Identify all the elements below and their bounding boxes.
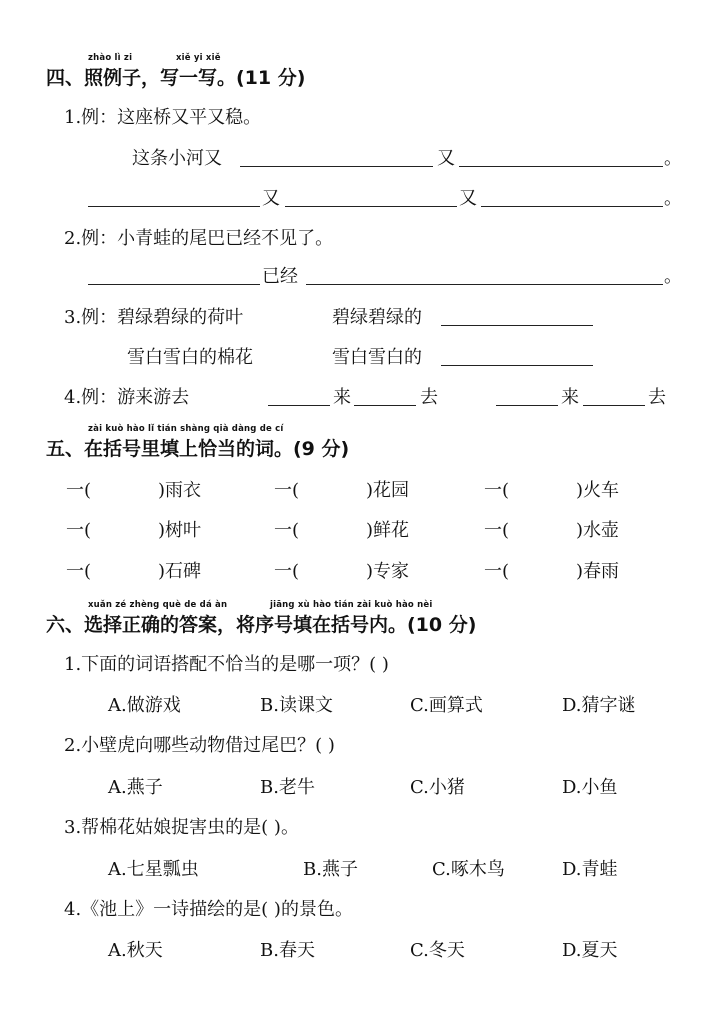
question-2: 2.小壁虎向哪些动物借过尾巴？( ) <box>64 735 335 756</box>
q1-blank-4[interactable] <box>285 206 457 207</box>
question-1-option-D[interactable]: D.猜字谜 <box>562 695 636 716</box>
q1-you-1: 又 <box>437 148 455 169</box>
q2-period: 。 <box>664 266 682 287</box>
q4-example: 4.例：游来游去 <box>64 387 190 408</box>
measure-word-prefix: 一( <box>484 520 510 541</box>
section5-title: 五、在括号里填上恰当的词。(9 分) <box>46 438 350 460</box>
q1-period-1: 。 <box>664 148 682 169</box>
q4-lai-2: 来 <box>561 387 579 408</box>
measure-word-prefix: 一( <box>484 561 510 582</box>
measure-word-noun: )鲜花 <box>366 520 410 541</box>
question-2-option-D[interactable]: D.小鱼 <box>562 777 618 798</box>
measure-word-prefix: 一( <box>66 480 92 501</box>
question-3-option-D[interactable]: D.青蛙 <box>562 859 618 880</box>
section6-pinyin-a: xuǎn zé zhèng què de dá àn <box>88 600 228 610</box>
q1-example: 1.例：这座桥又平又稳。 <box>64 107 262 128</box>
section6-title: 六、选择正确的答案，将序号填在括号内。(10 分) <box>46 614 477 636</box>
question-2-option-A[interactable]: A.燕子 <box>108 777 163 798</box>
measure-word-prefix: 一( <box>274 480 300 501</box>
q4-qu-2: 去 <box>648 387 666 408</box>
q2-yijing: 已经 <box>262 266 298 287</box>
measure-word-noun: )专家 <box>366 561 410 582</box>
measure-word-prefix: 一( <box>484 480 510 501</box>
question-3-option-B[interactable]: B.燕子 <box>303 859 358 880</box>
q1-you-2: 又 <box>262 188 280 209</box>
q3-example-b: 雪白雪白的棉花 <box>127 347 253 368</box>
q1-blank-5[interactable] <box>481 206 663 207</box>
question-1-option-C[interactable]: C.画算式 <box>410 695 483 716</box>
section6-pinyin-b: jiāng xù hào tián zài kuò hào nèi <box>270 600 433 610</box>
measure-word-prefix: 一( <box>66 520 92 541</box>
q4-blank-3[interactable] <box>496 405 558 406</box>
section4-title: 四、照例子，写一写。(11 分) <box>46 67 306 89</box>
section4-pinyin-b: xiě yi xiě <box>176 53 221 63</box>
section4-pinyin-a: zhào lì zi <box>88 53 133 63</box>
question-1: 1.下面的词语搭配不恰当的是哪一项？( ) <box>64 654 389 675</box>
measure-word-noun: )树叶 <box>158 520 202 541</box>
q2-example: 2.例：小青蛙的尾巴已经不见了。 <box>64 228 334 249</box>
question-4-option-D[interactable]: D.夏天 <box>562 940 618 961</box>
measure-word-noun: )石碑 <box>158 561 202 582</box>
q1-start-text: 这条小河又 <box>132 148 222 169</box>
q4-qu-1: 去 <box>420 387 438 408</box>
q3-blank-b[interactable] <box>441 365 593 366</box>
q2-blank-1[interactable] <box>88 284 260 285</box>
measure-word-prefix: 一( <box>274 561 300 582</box>
measure-word-noun: )水壶 <box>576 520 620 541</box>
q2-blank-2[interactable] <box>306 284 663 285</box>
q3-prompt-b: 雪白雪白的 <box>332 347 422 368</box>
question-3-option-A[interactable]: A.七星瓢虫 <box>108 859 199 880</box>
question-4: 4.《池上》一诗描绘的是( )的景色。 <box>64 899 353 920</box>
measure-word-noun: )火车 <box>576 480 620 501</box>
q1-blank-3[interactable] <box>88 206 260 207</box>
q1-you-3: 又 <box>459 188 477 209</box>
q3-prompt-a: 碧绿碧绿的 <box>332 307 422 328</box>
question-3-option-C[interactable]: C.啄木鸟 <box>432 859 505 880</box>
q4-blank-2[interactable] <box>354 405 416 406</box>
question-3: 3.帮棉花姑娘捉害虫的是( )。 <box>64 817 299 838</box>
measure-word-noun: )春雨 <box>576 561 620 582</box>
question-1-option-B[interactable]: B.读课文 <box>260 695 333 716</box>
question-4-option-A[interactable]: A.秋天 <box>108 940 163 961</box>
q1-blank-1[interactable] <box>240 166 433 167</box>
measure-word-noun: )雨衣 <box>158 480 202 501</box>
question-4-option-C[interactable]: C.冬天 <box>410 940 465 961</box>
question-2-option-C[interactable]: C.小猪 <box>410 777 465 798</box>
q4-blank-1[interactable] <box>268 405 330 406</box>
q3-example-a: 3.例：碧绿碧绿的荷叶 <box>64 307 244 328</box>
q3-blank-a[interactable] <box>441 325 593 326</box>
q1-blank-2[interactable] <box>459 166 663 167</box>
measure-word-prefix: 一( <box>66 561 92 582</box>
question-2-option-B[interactable]: B.老牛 <box>260 777 315 798</box>
question-4-option-B[interactable]: B.春天 <box>260 940 315 961</box>
question-1-option-A[interactable]: A.做游戏 <box>108 695 181 716</box>
measure-word-noun: )花园 <box>366 480 410 501</box>
q4-lai-1: 来 <box>333 387 351 408</box>
section5-pinyin: zài kuò hào lǐ tián shàng qià dàng de cí <box>88 424 284 434</box>
q1-period-2: 。 <box>664 188 682 209</box>
q4-blank-4[interactable] <box>583 405 645 406</box>
measure-word-prefix: 一( <box>274 520 300 541</box>
